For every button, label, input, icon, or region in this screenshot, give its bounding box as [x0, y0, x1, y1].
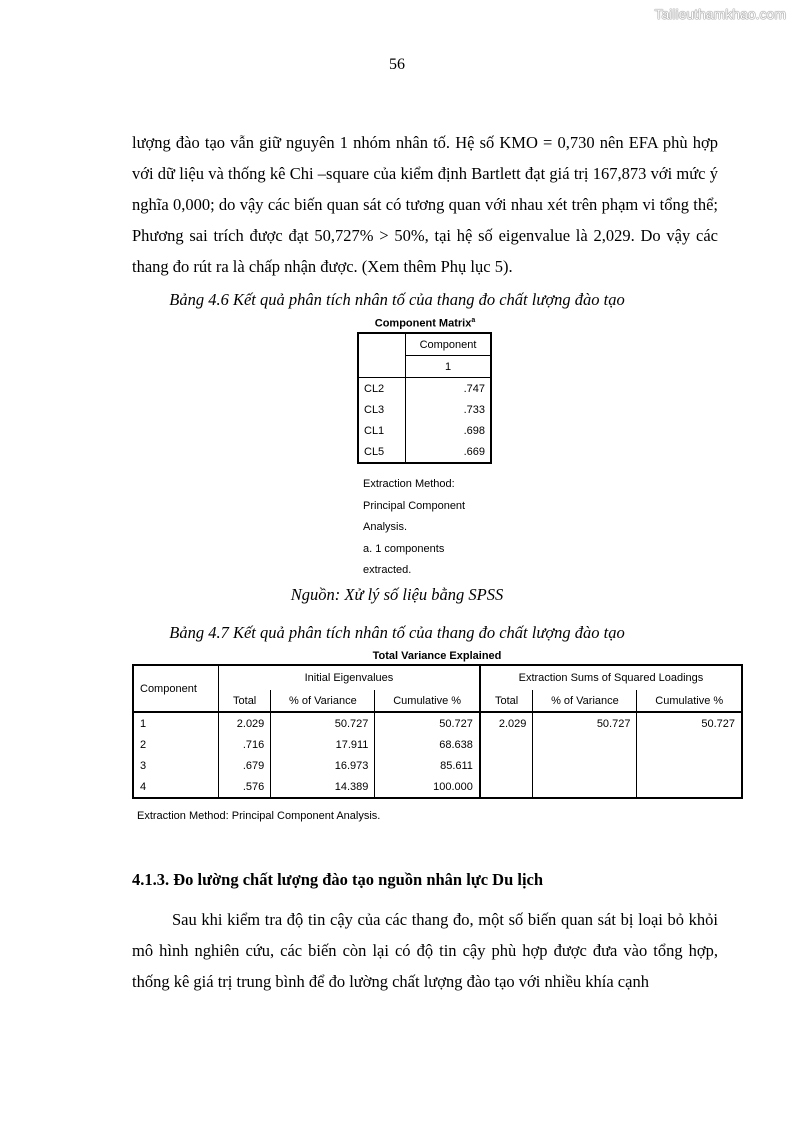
tv-cell: 50.727 — [271, 712, 375, 734]
tv-cell — [637, 734, 742, 755]
matrix-note-line: Extraction Method: — [363, 478, 455, 490]
tv-cell — [480, 776, 533, 798]
tv-subheader: Cumulative % — [637, 690, 742, 712]
tv-row — [133, 755, 742, 776]
tv-cell — [480, 734, 533, 755]
tv-subheader: % of Variance — [271, 690, 375, 712]
tv-cell: .716 — [219, 734, 271, 755]
tv-subheader: Total — [219, 690, 271, 712]
tv-cell: 2.029 — [480, 712, 533, 734]
component-matrix-table — [357, 332, 492, 464]
tv-cell — [637, 776, 742, 798]
table-4-7-caption: Bảng 4.7 Kết quả phân tích nhân tố của thang đo chất lượng đào tạo — [169, 623, 625, 642]
matrix-note-line: Principal Component — [363, 499, 466, 512]
tv-cell: 14.389 — [271, 776, 375, 798]
tv-header-component: Component — [133, 665, 219, 712]
tv-cell — [533, 776, 637, 798]
tv-cell: 4 — [140, 780, 147, 793]
matrix-row-value: .747 — [463, 382, 485, 395]
tv-cell: 50.727 — [375, 712, 480, 734]
component-matrix-notes — [363, 474, 465, 582]
tv-cell: 85.611 — [375, 755, 480, 776]
tv-row — [133, 734, 742, 755]
total-variance-note: Extraction Method: Principal Component Analysis. — [137, 810, 381, 822]
tv-cell: 50.727 — [637, 712, 742, 734]
tv-cell — [480, 755, 533, 776]
matrix-row-value: .733 — [463, 403, 485, 416]
tv-cell — [533, 755, 637, 776]
tv-cell: 50.727 — [533, 712, 637, 734]
tv-cell — [533, 734, 637, 755]
watermark: Tailieuthamkhao.com — [654, 6, 786, 22]
tv-row — [133, 712, 742, 734]
matrix-note-line: extracted. — [363, 564, 412, 576]
matrix-stub-cell — [358, 333, 406, 378]
table-4-6-caption: Bảng 4.6 Kết quả phân tích nhân tố của thang đo chất lượng đào tạo — [169, 290, 625, 309]
tv-cell: 3 — [140, 759, 147, 772]
matrix-row-label: CL2 — [358, 378, 406, 400]
component-matrix-title: Component Matrix$^a$ — [374, 317, 476, 330]
matrix-row-label: CL3 — [358, 399, 406, 420]
tv-header-initial: Initial Eigenvalues — [219, 665, 480, 690]
tv-cell: 1 — [140, 717, 147, 730]
tv-cell: 16.973 — [271, 755, 375, 776]
tv-cell: 68.638 — [375, 734, 480, 755]
tv-cell: .679 — [219, 755, 271, 776]
tv-cell: .576 — [219, 776, 271, 798]
tv-cell: 17.911 — [271, 734, 375, 755]
tv-cell — [637, 755, 742, 776]
total-variance-table — [132, 664, 743, 799]
matrix-row-label: CL5 — [358, 441, 406, 463]
section-heading: 4.1.3. Đo lường chất lượng đào tạo nguồn nhân lực Du lịch — [132, 870, 544, 889]
paragraph-2: Sau khi kiểm tra độ tin cậy của các thang đo, một số biến quan sát bị loại bỏ khỏi mô hình nghiên cứu, các biến còn lại có độ tin cậy phù hợp được đưa vào tổng hợp, thống kê giá trị trung bình để đo lường chất lượng đào tạo với nhiều khía cạnh — [132, 910, 718, 991]
tv-cell: 2 — [140, 738, 147, 751]
total-variance-title: Total Variance Explained — [372, 650, 502, 662]
tv-row — [133, 776, 742, 798]
tv-header-extraction: Extraction Sums of Squared Loadings — [480, 665, 742, 690]
matrix-col-number: 1 — [406, 356, 492, 378]
tv-subheader: Total — [480, 690, 533, 712]
matrix-row-label: CL1 — [358, 420, 406, 441]
matrix-note-line: Analysis. — [363, 521, 408, 533]
matrix-col-header: Component — [406, 333, 492, 356]
tv-subheader: Cumulative % — [375, 690, 480, 712]
tv-cell: 2.029 — [219, 712, 271, 734]
matrix-note-line: a. 1 components — [363, 542, 445, 555]
table-4-6-source: Nguồn: Xử lý số liệu bằng SPSS — [290, 585, 504, 604]
matrix-row-value: .698 — [463, 424, 485, 437]
tv-cell: 100.000 — [375, 776, 480, 798]
tv-subheader: % of Variance — [533, 690, 637, 712]
matrix-row-value: .669 — [463, 445, 485, 458]
paragraph-1: lượng đào tạo vẫn giữ nguyên 1 nhóm nhân tố. Hệ số KMO = 0,730 nên EFA phù hợp với dữ liệu và thống kê Chi –square của kiểm định Bartlett đạt giá trị 167,873 với mức ý nghĩa 0,000; do vậy các biến quan sát có tương quan với nhau xét trên phạm vi tổng thể; Phương sai trích được đạt 50,727% > 50%, tại hệ số eigenvalue là 2,029. Do vậy các thang đo rút ra là chấp nhận được. (Xem thêm Phụ lục 5). — [132, 133, 718, 276]
page-number: 56 — [389, 56, 405, 73]
